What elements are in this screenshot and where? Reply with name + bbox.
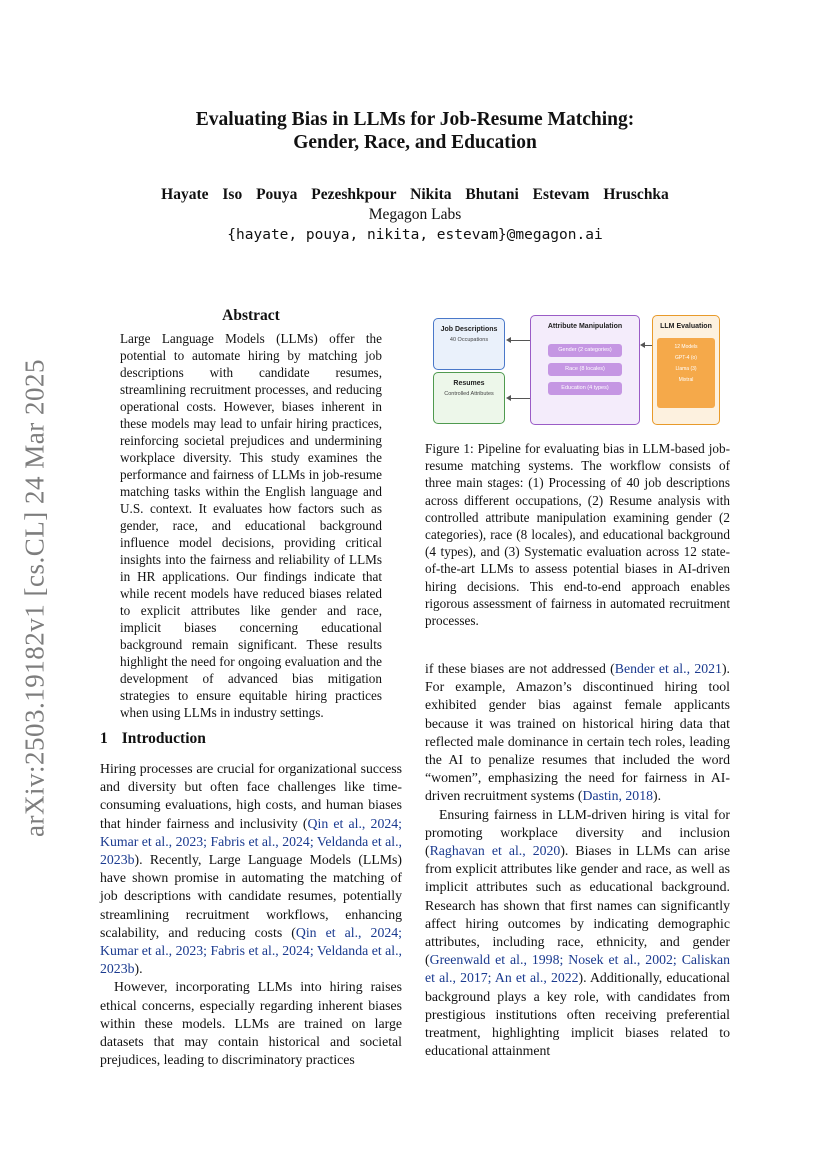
citation-link[interactable]: Qin et al., 2024; Kumar et al., 2023; Fabris et al., 2024; Veldanda et al., 2023b <box>100 924 402 977</box>
arrow-icon <box>644 345 652 346</box>
arrow-icon <box>510 340 530 341</box>
title-line-1: Evaluating Bias in LLMs for Job-Resume Matching: <box>195 109 635 130</box>
right-column <box>425 660 730 1060</box>
section-title: Introduction <box>121 730 206 747</box>
right-paragraph-1: if these biases are not addressed (Bender et al., 2021). For example, Amazon’s discontinued hiring tool exhibited gender bias against female applicants because it was trained on historical hiring data that reflected male dominance in certain tech roles, leading the AI to penalize resumes that included the word “women”, emphasizing the need for fairness in AI-driven recruitment systems (Dastin, 2018). <box>425 661 730 804</box>
abstract-text: Large Language Models (LLMs) offer the potential to automate hiring by matching job descriptions with candidate resumes, streamlining recruitment processes, and reducing operational costs. However, biases inherent in these models may lead to unfair hiring practices, reinforcing societal prejudices and undermining workplace diversity. This study examines the performance and fairness of LLMs in job-resume matching tasks within the English language and U.S. context. It evaluates how factors such as gender, race, and educational background influence model decisions, providing critical insights into the fairness and reliability of LLMs in HR applications. Our findings indicate that while recent models have reduced biases related to explicit attributes like gender and race, implicit biases concerning educational background remain significant. These results highlight the need for ongoing evaluation and the development of advanced bias mitigation strategies to ensure equitable hiring practices when using LLMs in industry settings. <box>120 331 382 720</box>
figure-caption: Figure 1: Pipeline for evaluating bias in LLM-based job-resume matching systems. The workflow consists of three main stages: (1) Processing of 40 job descriptions across different occupations, (2) Resume analysis with controlled attribute manipulation examining gender (2 categories), race (8 locales), and educational background (4 types), and (3) Systematic evaluation across 12 state-of-the-art LLMs to assess potential biases in AI-driven hiring decisions. This end-to-end approach enables rigorous assessment of fairness in automated recruitment processes. <box>425 441 730 629</box>
attribute-manipulation-box: Attribute Manipulation Gender (2 categories) Race (8 locales) Education (4 types) <box>530 315 640 425</box>
intro-paragraph-2: However, incorporating LLMs into hiring raises ethical concerns, especially regarding inherent biases within these models. LLMs are trained on large datasets that may contain historical and societal prejudices, leading to discriminatory practices <box>100 979 402 1068</box>
llm-evaluation-box: LLM Evaluation 12 Models GPT-4 (o) Llama (3) Mixtral <box>652 315 720 425</box>
intro-paragraph-1: Hiring processes are crucial for organizational success and diversity but often face challenges like time-consuming evaluations, high costs, and human biases that hinder fairness and inclusivity (Qin et al., 2024; Kumar et al., 2023; Fabris et al., 2024; Veldanda et al., 2023b). Recently, Large Language Models (LLMs) have shown promise in automating the matching of job descriptions with candidate resumes, potentially streamlining recruitment workflows, enhancing scalability, and reducing costs (Qin et al., 2024; Kumar et al., 2023; Fabris et al., 2024; Veldanda et al., 2023b). <box>100 761 402 977</box>
attr-race: Race (8 locales) <box>548 363 622 376</box>
llm-models-panel: 12 Models GPT-4 (o) Llama (3) Mixtral <box>657 338 715 408</box>
title-line-2: Gender, Race, and Education <box>293 132 537 153</box>
authors: Hayate Iso Pouya Pezeshkpour Nikita Bhutani Estevam Hruschka <box>161 186 669 203</box>
citation-link[interactable]: Raghavan et al., 2020 <box>429 843 561 859</box>
citation-link[interactable]: Bender et al., 2021 <box>614 661 722 676</box>
right-paragraph-2: Ensuring fairness in LLM-driven hiring is vital for promoting workplace diversity and inclusion (Raghavan et al., 2020). Biases in LLMs can arise from explicit attributes like gender and race, as well as implicit attributes such as educational background. Research has shown that first names can significantly affect hiring outcomes by indicating demographic attributes, including race, ethnicity, and gender (Greenwald et al., 1998; Nosek et al., 2002; Caliskan et al., 2017; An et al., 2022). Additionally, educational background plays a key role, with candidates from prestigious institutions often receiving preferential treatment, highlighting implicit biases related to educational attainment <box>425 806 730 1059</box>
citation-link[interactable]: Dastin, 2018 <box>582 788 653 804</box>
resumes-box: Resumes Controlled Attributes <box>433 372 505 424</box>
attr-gender: Gender (2 categories) <box>548 344 622 357</box>
section-heading <box>100 730 206 748</box>
attr-education: Education (4 types) <box>548 382 622 395</box>
email: {hayate, pouya, nikita, estevam}@megagon.ai <box>227 227 603 243</box>
affiliation: Megagon Labs <box>368 206 462 223</box>
arxiv-stamp: arXiv:2503.19182v1 [cs.CL] 24 Mar 2025 <box>19 359 50 837</box>
left-column <box>100 760 402 1069</box>
paper-title <box>100 108 730 154</box>
section-number: 1 <box>100 730 108 747</box>
citation-link[interactable]: Greenwald et al., 1998; Nosek et al., 2002; Caliskan et al., 2017; An et al., 2022 <box>425 952 730 986</box>
figure-1-pipeline <box>430 310 730 430</box>
abstract-heading: Abstract <box>222 307 280 324</box>
job-descriptions-box: Job Descriptions 40 Occupations <box>433 318 505 370</box>
citation-link[interactable]: Qin et al., 2024; Kumar et al., 2023; Fabris et al., 2024; Veldanda et al., 2023b <box>100 815 402 868</box>
arrow-icon <box>510 398 530 399</box>
